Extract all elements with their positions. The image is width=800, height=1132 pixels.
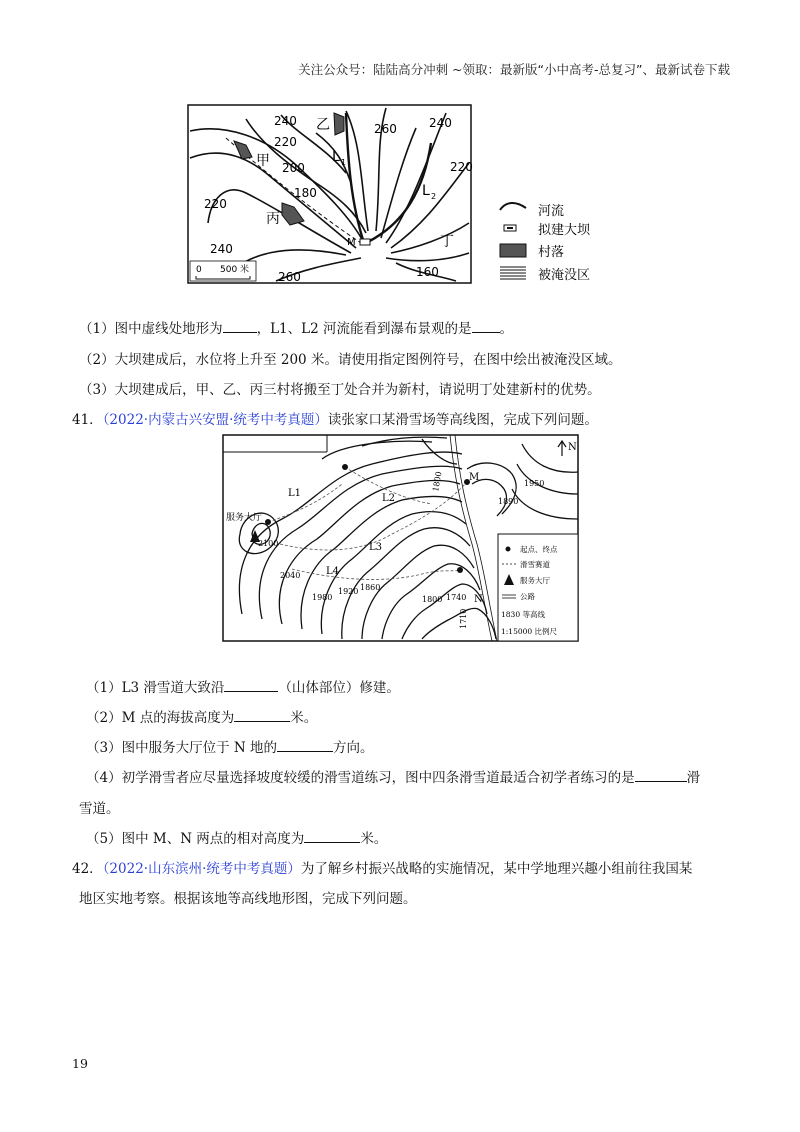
map-label: 260	[278, 270, 301, 284]
map-label: 1710	[459, 608, 468, 629]
map-label: 2040	[280, 571, 301, 580]
contour-map-ski	[222, 434, 580, 644]
q41-part4: （4）初学滑雪者应尽量选择坡度较缓的滑雪道练习，图中四条滑雪道最适合初学者练习的是 滑	[86, 770, 701, 786]
map-label: 260	[374, 122, 397, 136]
contour-map-dam	[186, 103, 606, 288]
map-label: 1800	[431, 470, 444, 493]
map-label: 1950	[524, 479, 545, 488]
q40-part2: （2）大坝建成后，水位将上升至 200 米。请使用指定图例符号，在图中绘出被淹没区域。	[79, 352, 622, 368]
q41-part5: （5）图中 M、N 两点的相对高度为 米。	[86, 831, 388, 847]
map-label: 2100	[258, 539, 279, 548]
map-label: 1740	[446, 593, 467, 602]
map-label: M	[469, 472, 480, 483]
map-label: 1920	[338, 587, 359, 596]
q40-part1: （1）图中虚线处地形为 ，L1、L2 河流能看到瀑布景观的是 。	[79, 321, 513, 337]
map-label: 240	[210, 242, 233, 256]
map-label: 200	[282, 161, 305, 175]
q40-part3: （3）大坝建成后，甲、乙、丙三村将搬至丁处合并为新村，请说明丁处建新村的优势。	[79, 382, 601, 398]
map-label: 滑雪赛道	[520, 560, 550, 569]
map-label: 服务大厅	[226, 513, 263, 523]
map-label: 240	[274, 114, 297, 128]
map-label: 拟建大坝	[538, 223, 591, 238]
map-label: L3	[369, 542, 383, 553]
map-label: 村落	[538, 245, 565, 260]
map-label: 1:15000 比例尺	[501, 627, 558, 636]
map-label: 1830 等高线	[501, 610, 545, 619]
map-label: 丁	[440, 234, 454, 250]
map-label: 1860	[360, 583, 381, 592]
map-label: 1	[341, 158, 347, 167]
map-label: L2	[382, 493, 396, 504]
q41-part2: （2）M 点的海拔高度为 米。	[86, 710, 318, 726]
map-label: 220	[274, 135, 297, 149]
map-label: 被淹没区	[538, 268, 591, 283]
map-label: 1980	[312, 593, 333, 602]
dam-marker	[360, 239, 370, 245]
map-label: 起点、终点	[520, 545, 558, 554]
map-label: 160	[416, 265, 439, 279]
map-label: 服务大厅	[520, 576, 550, 585]
map-label: L	[332, 149, 340, 165]
map-label: L	[422, 183, 430, 199]
q41-part4-cont: 雪道。	[79, 801, 120, 817]
map-label: 甲	[256, 153, 270, 169]
page-header: 关注公众号：陆陆高分冲刺 ~领取：最新版“小中高考-总复习”、最新试卷下载	[298, 62, 730, 77]
map-label: 乙	[316, 117, 330, 133]
map-label: 0	[196, 265, 202, 275]
map-label: 1800	[422, 595, 443, 604]
map-label: 1890	[498, 497, 519, 506]
map-label: 240	[429, 116, 452, 130]
map-label: 500 米	[220, 265, 250, 275]
map-label: N	[474, 594, 483, 605]
page-number: 19	[72, 1056, 88, 1071]
map-label: 丙	[266, 211, 280, 227]
map-label: N	[568, 442, 577, 453]
map-label: 河流	[538, 204, 565, 219]
map-label: 220	[450, 160, 473, 174]
map-label: 220	[204, 197, 227, 211]
map-label: 公路	[520, 592, 535, 601]
q42-stem: 42．（2022·山东滨州·统考中考真题）为了解乡村振兴战略的实施情况，某中学地理兴趣小组前往我国某	[72, 861, 693, 877]
q41-stem: 41．（2022·内蒙古兴安盟·统考中考真题）读张家口某滑雪场等高线图，完成下列问题。	[72, 412, 598, 428]
map-label: L4	[326, 566, 340, 577]
village-yi-marker	[334, 113, 344, 135]
map-label: M	[347, 237, 356, 248]
map-label: L1	[288, 488, 302, 499]
map-label: 2	[431, 192, 437, 201]
q41-part3: （3）图中服务大厅位于 N 地的 方向。	[86, 740, 374, 756]
q42-stem-cont: 地区实地考察。根据该地等高线地形图，完成下列问题。	[79, 891, 417, 907]
map-label: 180	[294, 186, 317, 200]
q41-part1: （1）L3 滑雪道大致沿 （山体部位）修建。	[86, 680, 400, 696]
